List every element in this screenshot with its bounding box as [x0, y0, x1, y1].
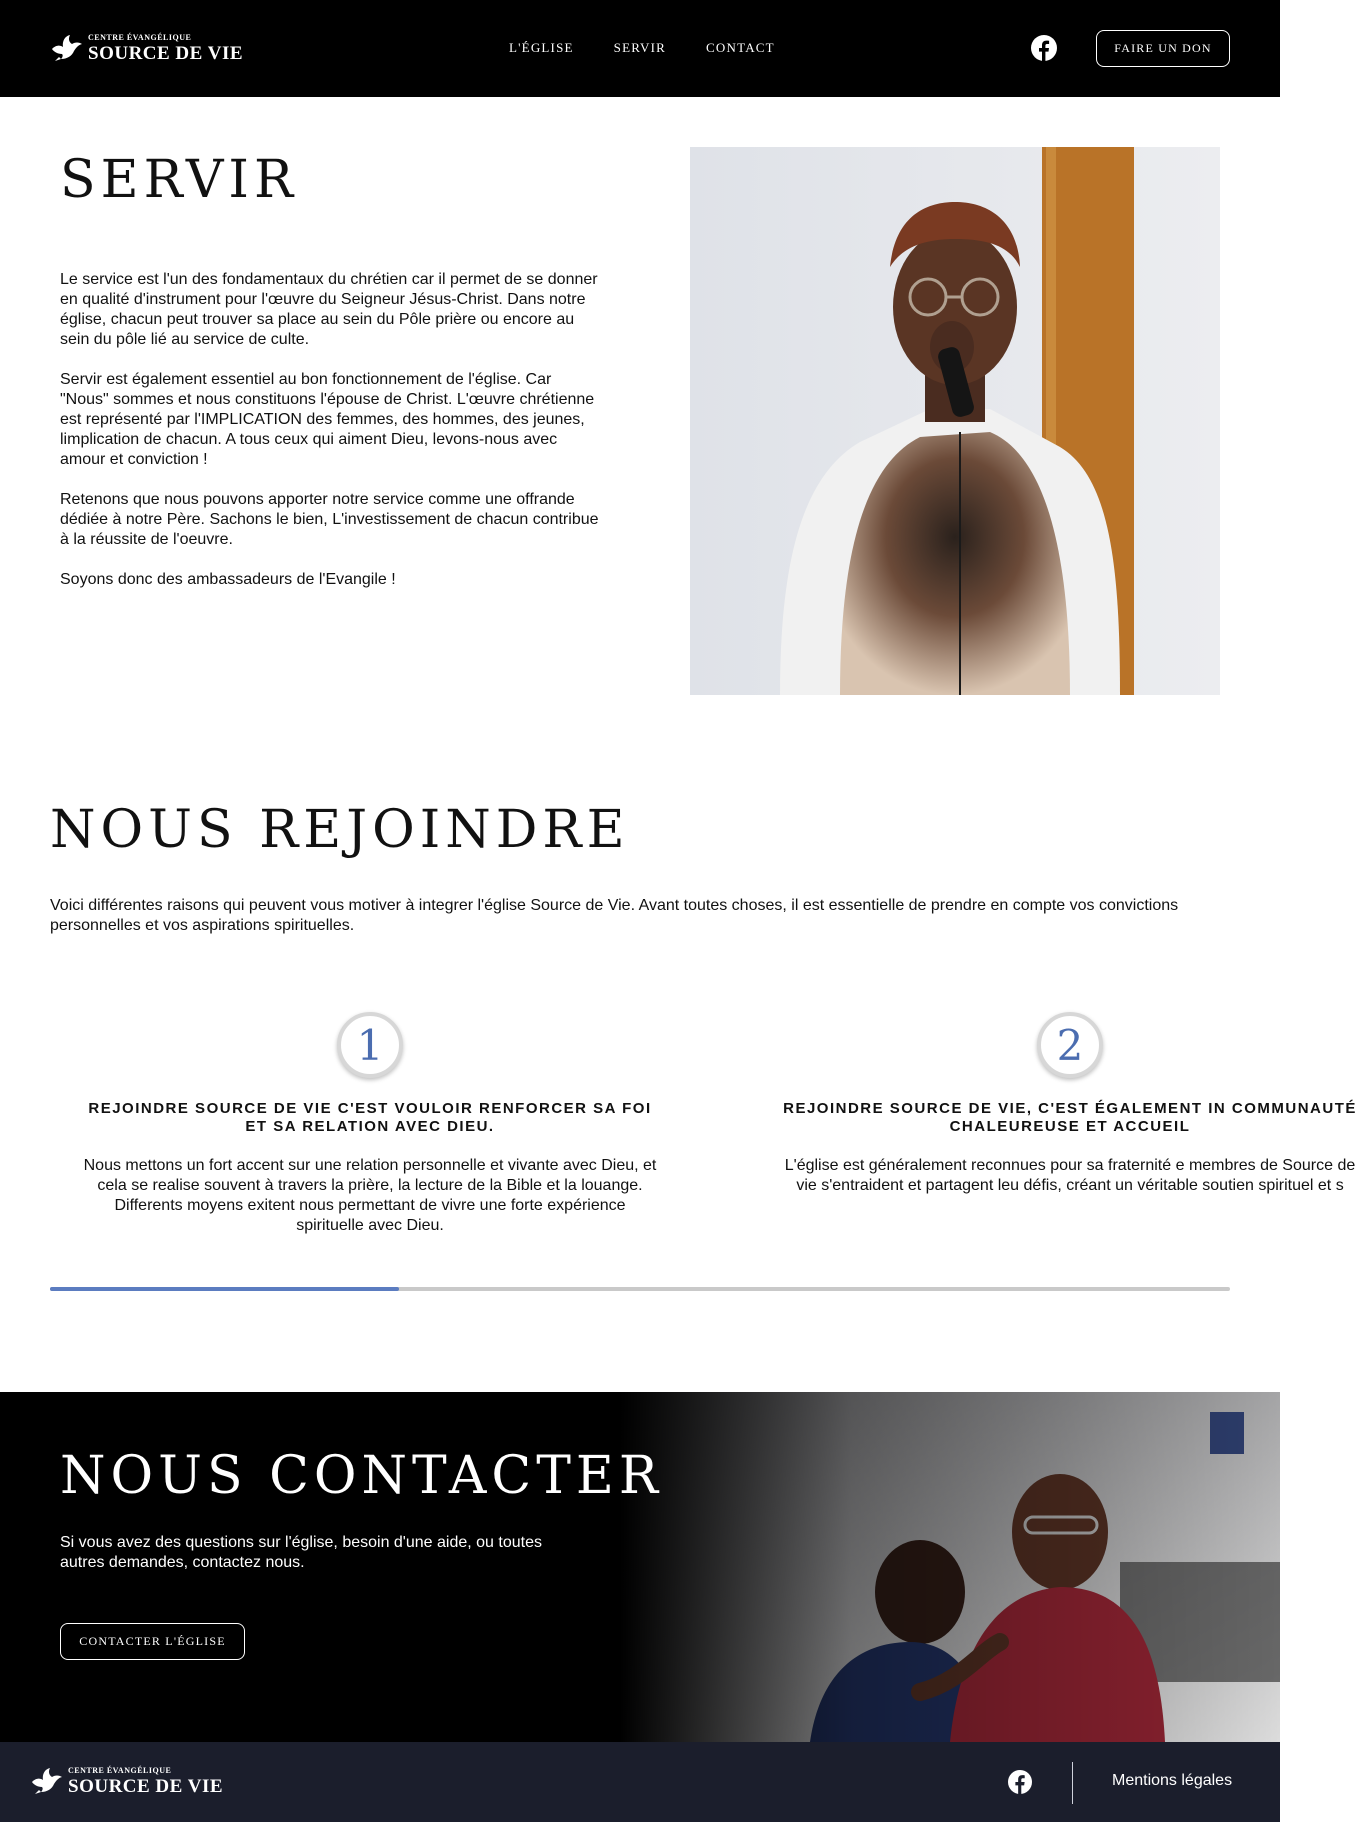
donate-button[interactable]: FAIRE UN DON [1096, 30, 1230, 67]
site-logo[interactable] [50, 33, 243, 63]
nav-link-contact[interactable]: CONTACT [706, 40, 775, 55]
slide-number: 1 [337, 1012, 403, 1078]
main-nav [509, 40, 775, 56]
dove-icon [30, 1766, 64, 1796]
facebook-icon[interactable] [1031, 35, 1057, 61]
slide-title: REJOINDRE SOURCE DE VIE, C'EST ÉGALEMENT IN COMMUNAUTÉ CHALEUREUSE ET ACCUEIL [783, 1100, 1357, 1135]
prayer-photo [620, 1392, 1280, 1742]
contact-church-button[interactable]: CONTACTER L'ÉGLISE [60, 1623, 245, 1660]
footer-divider [1072, 1762, 1073, 1804]
carousel-slide [770, 1000, 1370, 1196]
contact-text: Si vous avez des questions sur l'église, besoin d'une aide, ou toutes autres demandes, contactez nous. [60, 1534, 542, 1571]
logo-title: SOURCE DE VIE [68, 1775, 224, 1797]
site-header [0, 0, 1280, 97]
servir-paragraph: Servir est également essentiel au bon fonctionnement de l'église. Car "Nous" sommes et nous constituons l'épouse de Christ. L'œuvre chrétienne est représenté par l'IMPLICATION des femmes, des hommes, des jeunes, limplication de chacun. A tous ceux qui aiment Dieu, levons-nous avec amour et conviction ! [60, 371, 595, 468]
site-footer [0, 1742, 1280, 1822]
logo-subtitle: CENTRE ÉVANGÉLIQUE [88, 32, 192, 42]
carousel-scrollbar-thumb[interactable] [50, 1287, 399, 1291]
servir-paragraph: Retenons que nous pouvons apporter notre service comme une offrande dédiée à notre Père. Sachons le bien, L'investissement de chacun contribue à la réussite de l'oeuvre. [60, 491, 599, 548]
reasons-carousel[interactable] [0, 1000, 1357, 1260]
slide-body: L'église est généralement reconnues pour sa fraternité e membres de Source de vie s'entraident et partagent leu défis, créant un véritable soutien spirituel et s [784, 1157, 1356, 1194]
footer-logo[interactable] [30, 1766, 223, 1796]
facebook-icon[interactable] [1008, 1770, 1032, 1794]
slide-number: 2 [1037, 1012, 1103, 1078]
nav-link-servir[interactable]: SERVIR [613, 40, 667, 55]
rejoindre-title: NOUS REJOINDRE [50, 800, 630, 860]
dove-icon [50, 33, 84, 63]
logo-subtitle: CENTRE ÉVANGÉLIQUE [68, 1765, 172, 1775]
contact-title: NOUS CONTACTER [60, 1446, 663, 1506]
servir-paragraph: Soyons donc des ambassadeurs de l'Evangile ! [60, 571, 396, 588]
carousel-scrollbar[interactable] [50, 1287, 1230, 1291]
servir-title: SERVIR [60, 150, 299, 210]
legal-notice-link[interactable]: Mentions légales [1112, 1772, 1233, 1789]
carousel-slide [70, 1000, 670, 1236]
logo-title: SOURCE DE VIE [88, 42, 244, 64]
rejoindre-intro: Voici différentes raisons qui peuvent vous motiver à integrer l'église Source de Vie. Avant toutes choses, il est essentielle de prendre en compte vos convictions personnelles et vos aspirations spirituelles. [50, 897, 1179, 934]
contact-section [0, 1392, 1280, 1742]
servir-paragraph: Le service est l'un des fondamentaux du chrétien car il permet de se donner en qualité d'instrument pour l'œuvre du Seigneur Jésus-Christ. Dans notre église, chacun peut trouver sa place au sein du Pôle prière ou encore au sein du pôle lié au service de culte. [60, 271, 598, 348]
nav-link-eglise[interactable]: L'ÉGLISE [509, 40, 574, 55]
servir-text [60, 270, 600, 610]
slide-title: REJOINDRE SOURCE DE VIE C'EST VOULOIR RENFORCER SA FOI ET SA RELATION AVEC DIEU. [88, 1100, 652, 1135]
slide-body: Nous mettons un fort accent sur une relation personnelle et vivante avec Dieu, et cela se realise souvent à travers la prière, la lecture de la Bible et la louange. Differents moyens exitent nous permettant de vivre une forte expérience spirituelle avec Dieu. [83, 1157, 657, 1234]
singer-photo [690, 147, 1220, 695]
